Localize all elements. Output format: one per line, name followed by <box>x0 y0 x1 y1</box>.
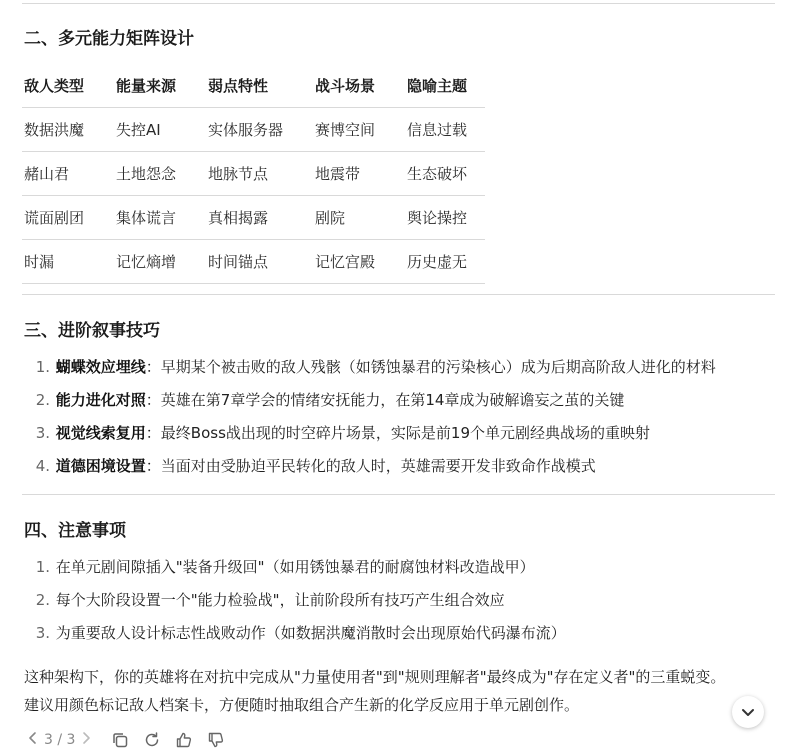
pager-label: 3 / 3 <box>44 732 76 748</box>
section-title: 三、进阶叙事技巧 <box>24 321 160 341</box>
thumbs-up-icon <box>175 731 193 749</box>
table-row <box>22 108 485 152</box>
list-item <box>22 450 716 483</box>
narrative-techniques-list <box>22 351 716 483</box>
list-item <box>22 351 716 384</box>
table-row <box>22 240 485 284</box>
response-pager <box>28 731 91 749</box>
list-item-term: 能力进化对照 <box>55 391 146 409</box>
table-cell: 集体谎言 <box>116 196 208 240</box>
list-number: 1. <box>35 358 50 376</box>
previous-response-button[interactable] <box>28 731 38 749</box>
table-cell: 土地怨念 <box>116 152 208 196</box>
list-item <box>22 584 566 617</box>
list-item-text: ：早期某个被击败的敌人残骸（如锈蚀暴君的污染核心）成为后期高阶敌人进化的材料 <box>145 358 716 376</box>
table-cell: 信息过载 <box>407 108 485 152</box>
thumbs-down-icon <box>207 731 225 749</box>
table-cell: 舆论操控 <box>407 196 485 240</box>
table-cell: 时间锚点 <box>208 240 315 284</box>
dislike-button[interactable] <box>205 729 227 751</box>
list-item-text: 为重要敌人设计标志性战败动作（如数据洪魔消散时会出现原始代码瀑布流） <box>55 624 566 642</box>
conclusion-line: 建议用颜色标记敌人档案卡，方便随时抽取组合产生新的化学反应用于单元剧创作。 <box>24 696 580 714</box>
list-number: 3. <box>35 624 50 642</box>
table-cell: 剧院 <box>315 196 407 240</box>
list-item-text: ：英雄在第7章学会的情绪安抚能力，在第14章成为破解谵妄之茧的关键 <box>145 391 625 409</box>
section-title: 四、注意事项 <box>24 521 126 541</box>
conclusion-paragraph <box>24 663 725 719</box>
refresh-icon <box>143 731 161 749</box>
table-cell: 记忆熵增 <box>116 240 208 284</box>
list-number: 2. <box>35 591 50 609</box>
chevron-right-icon <box>81 731 91 745</box>
list-number: 2. <box>35 391 50 409</box>
top-divider <box>22 3 775 4</box>
list-item-text: 每个大阶段设置一个"能力检验战"，让前阶段所有技巧产生组合效应 <box>55 591 505 609</box>
list-item-term: 视觉线索复用 <box>55 424 146 442</box>
table-cell: 时漏 <box>22 240 116 284</box>
column-header: 隐喻主题 <box>407 64 485 108</box>
column-header: 能量来源 <box>116 64 208 108</box>
table-cell: 真相揭露 <box>208 196 315 240</box>
list-item-text: ：当面对由受胁迫平民转化的敌人时，英雄需要开发非致命作战模式 <box>145 457 596 475</box>
table-cell: 生态破坏 <box>407 152 485 196</box>
regenerate-button[interactable] <box>141 729 163 751</box>
list-number: 1. <box>35 558 50 576</box>
ability-matrix-table <box>22 64 485 284</box>
chevron-down-icon <box>740 704 756 720</box>
list-item <box>22 384 716 417</box>
chevron-left-icon <box>28 731 38 745</box>
list-item-text: 在单元剧间隙插入"装备升级回"（如用锈蚀暴君的耐腐蚀材料改造战甲） <box>55 558 535 576</box>
conclusion-line: 这种架构下，你的英雄将在对抗中完成从"力量使用者"到"规则理解者"最终成为"存在定义者"的三重蜕变。 <box>24 668 726 686</box>
list-item <box>22 417 716 450</box>
table-cell: 地震带 <box>315 152 407 196</box>
copy-icon <box>111 731 129 749</box>
notes-list <box>22 551 566 650</box>
scroll-down-button[interactable] <box>732 696 764 728</box>
list-item-term: 道德困境设置 <box>55 457 146 475</box>
table-cell: 数据洪魔 <box>22 108 116 152</box>
table-header-row <box>22 64 485 108</box>
table-cell: 记忆宫殿 <box>315 240 407 284</box>
like-button[interactable] <box>173 729 195 751</box>
table-cell: 历史虚无 <box>407 240 485 284</box>
list-number: 4. <box>35 457 50 475</box>
list-item <box>22 551 566 584</box>
table-cell: 赛博空间 <box>315 108 407 152</box>
table-row <box>22 196 485 240</box>
section-title: 二、多元能力矩阵设计 <box>24 29 194 49</box>
column-header: 战斗场景 <box>315 64 407 108</box>
column-header: 敌人类型 <box>22 64 116 108</box>
list-item <box>22 617 566 650</box>
table-cell: 实体服务器 <box>208 108 315 152</box>
list-item-term: 蝴蝶效应埋线 <box>55 358 146 376</box>
response-toolbar <box>28 728 237 752</box>
table-cell: 谎面剧团 <box>22 196 116 240</box>
section-divider <box>22 494 775 495</box>
column-header: 弱点特性 <box>208 64 315 108</box>
section-divider <box>22 294 775 295</box>
table-cell: 失控AI <box>116 108 208 152</box>
next-response-button[interactable] <box>81 731 91 749</box>
table-cell: 赭山君 <box>22 152 116 196</box>
table-cell: 地脉节点 <box>208 152 315 196</box>
table-row <box>22 152 485 196</box>
copy-button[interactable] <box>109 729 131 751</box>
list-number: 3. <box>35 424 50 442</box>
list-item-text: ：最终Boss战出现的时空碎片场景，实际是前19个单元剧经典战场的重映射 <box>145 424 650 442</box>
